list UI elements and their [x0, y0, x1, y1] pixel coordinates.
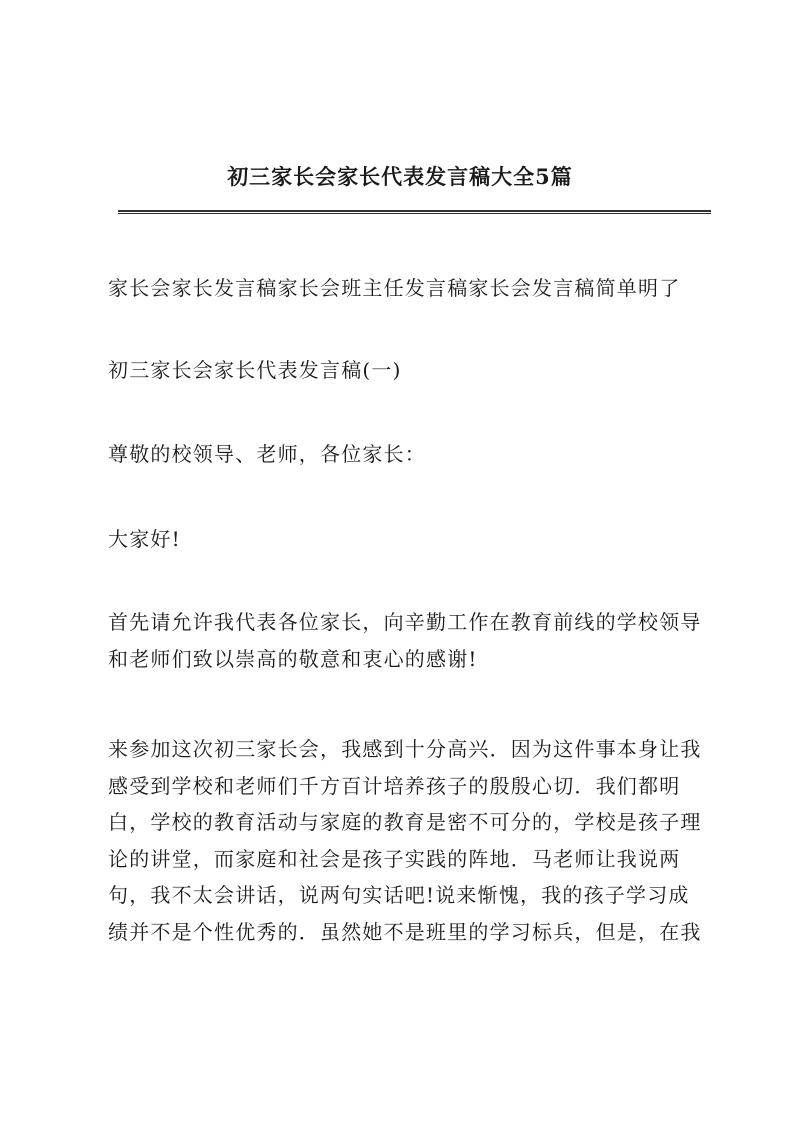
paragraph-greeting: 大家好!: [108, 527, 181, 551]
paragraph-salutation: 尊敬的校领导、老师，各位家长：: [108, 442, 426, 466]
paragraph-body: 来参加这次初三家长会，我感到十分高兴．因为这件事本身让我 感受到学校和老师们千方百计培养孩子的殷殷心切．我们都明 白，学校的教育活动与家庭的教育是密不可分的，学校是孩子理 论的讲堂，而家庭和社会是孩子实践的阵地．马老师让我说两 句，我不太会讲话，说两句实话吧!说来惭愧，我的孩子学习成 绩并不是个性优秀的．虽然她不是班里的学习标兵，但是，在我: [108, 737, 702, 944]
title-divider: [118, 210, 711, 214]
paragraph-section-heading: 初三家长会家长代表发言稿(一): [108, 358, 402, 382]
paragraph-thanks: 首先请允许我代表各位家长，向辛勤工作在教育前线的学校领导 和老师们致以崇高的敬意和衷心的感谢!: [108, 610, 702, 671]
paragraph-keywords: 家长会家长发言稿家长会班主任发言稿家长会发言稿简单明了: [108, 276, 681, 300]
document-title: 初三家长会家长代表发言稿大全5篇: [227, 164, 573, 189]
